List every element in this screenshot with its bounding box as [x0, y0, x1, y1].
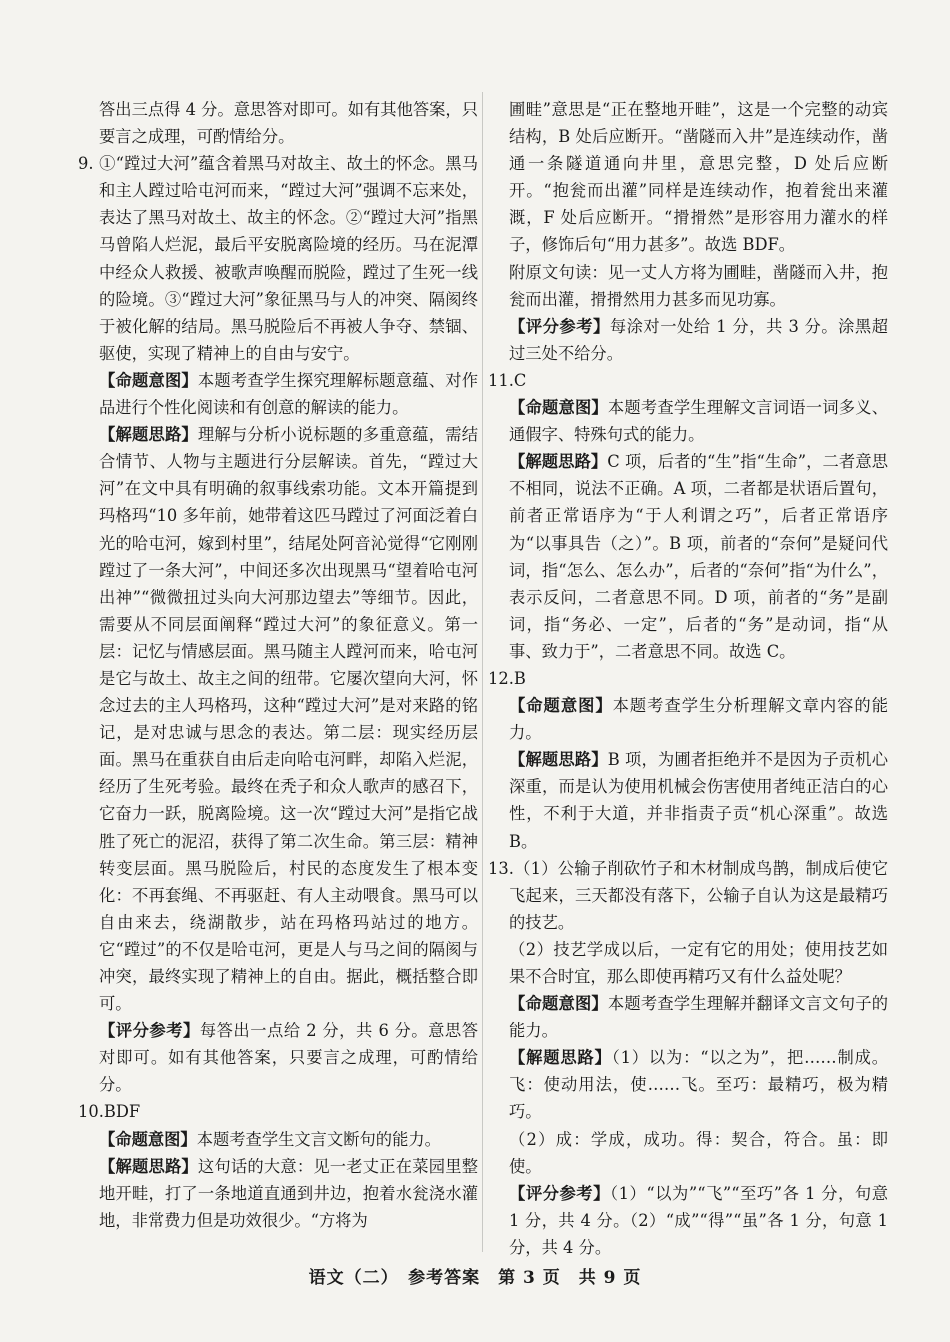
answer-text-1: （1）公输子削砍竹子和木材制成鸟鹊，制成后使它飞起来，三天都没有落下，公输子自认为这是最精巧的技艺。 — [509, 858, 888, 932]
idea-text: 理解与分析小说标题的多重意蕴，需结合情节、人物与主题进行分层解读。首先，“蹚过大河”在文中具有明确的叙事线索功能。文本开篇提到玛格玛“10 多年前，她带着这匹马蹚过了河面泛着白光的哈屯河，嫁到村里”，结尾处阿音沁觉得“它刚刚蹚过了一条大河”，中间还多次出现黑马“望着哈屯河出神”“微微扭过头向大河那边望去”等细节。因此，需要从不同层面阐释“蹚过大河”的象征意义。第一层：记忆与情感层面。黑马随主人蹚河而来，哈屯河是它与故土、故主之间的纽带。它屡次望向大河，怀念过去的主人玛格玛，这种“蹚过大河”是对来路的铭记，是对忠诚与思念的表达。第二层：现实经历层面。黑马在重获自由后走向哈屯河畔，却陷入烂泥，经历了生死考验。最终在秃子和众人歌声的感召下，它奋力一跃，脱离险境。这一次“蹚过大河”是指它战胜了死亡的泥沼，获得了第二次生命。第三层：精神转变层面。黑马脱险后，村民的态度发生了根本变化：不再套绳、不再驱赶、有人主动喂食。黑马可以自由来去，绕湖散步，站在玛格玛站过的地方。它“蹚过”的不仅是哈屯河，更是人与马之间的隔阂与冲突，最终实现了精神上的自由。据此，概括整合即可。 — [99, 425, 478, 1014]
question-13 — [488, 855, 894, 1261]
question-12 — [488, 665, 894, 855]
idea-text: B 项，为圃者拒绝并不是因为子贡机心深重，而是认为使用机械会伤害使用者纯正洁白的心性，不利于大道，并非指责子贡“机心深重”。故选 B。 — [509, 750, 894, 851]
question-9 — [78, 150, 478, 1098]
question-number: 9. — [78, 154, 94, 174]
question-number: 10. — [78, 1102, 104, 1122]
intent-tag: 【命题意图】 — [99, 370, 198, 390]
intent-text: 本题考查学生分析理解文章内容的能力。 — [509, 696, 888, 743]
score-tag: 【评分参考】 — [99, 1021, 200, 1041]
question-10 — [78, 1098, 478, 1233]
idea-text-2: （2）成：学成，成功。得：契合，符合。虽：即使。 — [509, 1129, 888, 1176]
question-number: 13. — [488, 858, 514, 878]
original-punctuation: 附原文句读：见一丈人方将为圃畦，凿隧而入井，抱瓮而出灌，搰搰然用力甚多而见功寡。 — [509, 262, 888, 309]
page-footer: 语文（二） 参考答案 第 3 页 共 9 页 — [308, 1268, 642, 1288]
score-text: （1）“以为”“飞”“至巧”各 1 分，句意 1 分，共 4 分。（2）“成”“得”“虽”各 1 分，句意 1 分，共 4 分。 — [509, 1183, 894, 1257]
score-tag: 【评分参考】 — [509, 316, 610, 336]
answer-text: ①“蹚过大河”蕴含着黑马对故主、故土的怀念。黑马和主人蹚过哈屯河而来，“蹚过大河”强调不忘来处，表达了黑马对故土、故主的怀念。②“蹚过大河”指黑马曾陷人烂泥，最后平安脱离险境的经历。马在泥潭中经众人救援、被歌声唤醒而脱险，蹚过了生死一线的险境。③“蹚过大河”象征黑马与人的冲突、隔阂终于被化解的结局。黑马脱险后不再被人争夺、禁锢、驱使，实现了精神上的自由与安宁。 — [99, 154, 478, 363]
intent-text: 本题考查学生文言文断句的能力。 — [196, 1129, 441, 1149]
intent-text: 本题考查学生理解文言词语一词多义、通假字、特殊句式的能力。 — [509, 398, 888, 445]
score-tag: 【评分参考】 — [509, 1183, 610, 1203]
answer-text: B — [513, 668, 526, 688]
intent-text: 本题考查学生理解并翻译文言文句子的能力。 — [509, 994, 888, 1041]
idea-tag: 【解题思路】 — [99, 1156, 198, 1176]
intent-tag: 【命题意图】 — [509, 398, 608, 418]
intent-tag: 【命题意图】 — [509, 696, 613, 716]
idea-text-continued: 圃畦”意思是“正在整地开畦”，这是一个完整的动宾结构，B 处后应断开。“凿隧而入井”是连续动作，凿通一条隧道通向井里，意思完整，D 处后应断开。“抱瓮而出灌”同样是连续动作，抱着瓮出来灌溉，F 处后应断开。“搰搰然”是形容用力灌水的样子，修饰后句“用力甚多”。故选 BDF。 — [509, 100, 888, 255]
question-11 — [488, 367, 888, 665]
answer-text: C — [513, 370, 527, 390]
idea-tag: 【解题思路】 — [509, 1048, 612, 1068]
idea-text: 这句话的大意：见一老丈正在菜园里整地开畦，打了一条地道直通到井边，抱着水瓮浇水灌地，非常费力但是功效很少。“方将为 — [99, 1156, 478, 1230]
idea-tag: 【解题思路】 — [509, 750, 608, 770]
idea-text-1: （1）以为：“以之为”，把……制成。飞：使动用法，使……飞。至巧：最精巧，极为精巧。 — [509, 1048, 888, 1122]
idea-tag: 【解题思路】 — [99, 425, 198, 445]
idea-tag: 【解题思路】 — [509, 452, 608, 472]
idea-text: C 项，后者的“生”指“生命”，二者意思不相同，说法不正确。A 项，二者都是状语后置句，前者正常语序为“于人利谓之巧”，后者正常语序为“以事具告（之）”。B 项，前者的“奈何”是疑问代词，指“怎么、怎么办”，后者的“奈何”指“为什么”，表示反问，二者意思不同。D 项，前者的“务”是副词，指“务必、一定”，后者的“务”是动词，指“从事、致力于”，二者意思不同。故选 C。 — [509, 452, 888, 661]
answer-text-2: （2）技艺学成以后，一定有它的用处；使用技艺如果不合时宜，那么即使再精巧又有什么益处呢？ — [509, 939, 888, 986]
intent-tag: 【命题意图】 — [509, 994, 608, 1014]
column-divider — [482, 92, 483, 1252]
left-column — [78, 96, 478, 1234]
answer-text: BDF — [103, 1102, 141, 1122]
question-number: 11. — [488, 370, 514, 390]
question-number: 12. — [488, 668, 514, 688]
intent-text: 本题考查学生探究理解标题意蕴、对作品进行个性化阅读和有创意的解读的能力。 — [99, 370, 478, 418]
question-10-continued — [488, 96, 888, 367]
score-text: 每答出一点给 2 分，共 6 分。意思答对即可。如有其他答案，只要言之成理，可酌情给分。 — [99, 1021, 478, 1095]
intent-tag: 【命题意图】 — [99, 1129, 197, 1149]
intro-text: 答出三点得 4 分。意思答对即可。如有其他答案，只要言之成理，可酌情给分。 — [99, 100, 478, 147]
right-column — [488, 96, 894, 1261]
score-text: 每涂对一处给 1 分，共 3 分。涂黑超过三处不给分。 — [509, 316, 888, 363]
